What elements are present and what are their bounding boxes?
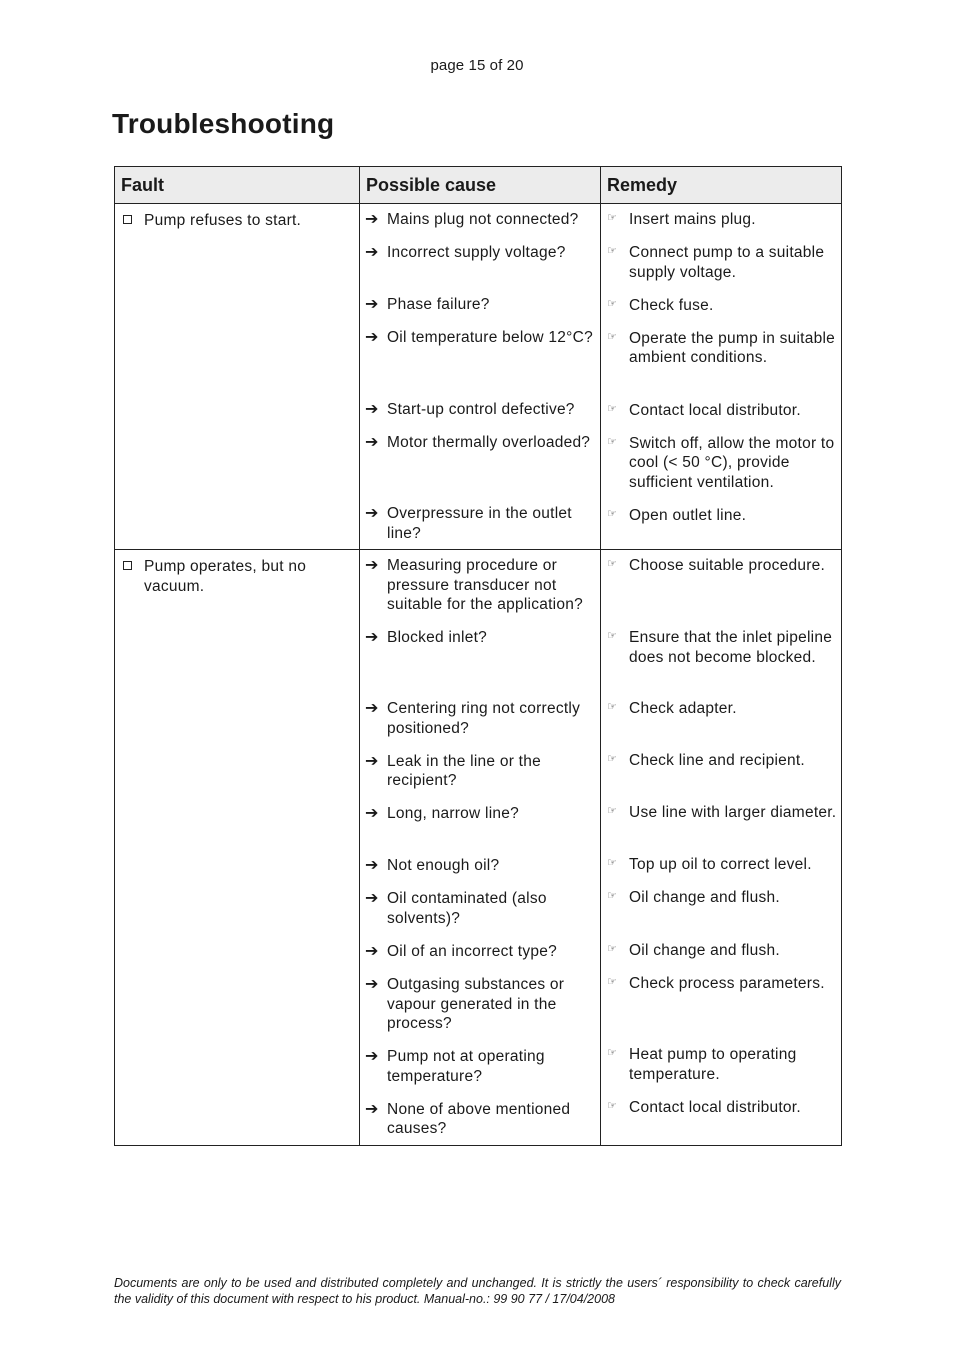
remedy-text: Operate the pump in suitable ambient conditions. xyxy=(629,329,836,366)
pointing-hand-icon: ☞ xyxy=(607,1047,618,1059)
remedy-text: Contact local distributor. xyxy=(629,401,801,419)
cause-text: Not enough oil? xyxy=(387,857,500,874)
cause-item xyxy=(360,752,600,791)
arrow-right-icon: ➔ xyxy=(365,557,379,574)
cause-text: Incorrect supply voltage? xyxy=(387,244,566,261)
pointing-hand-icon: ☞ xyxy=(607,890,618,902)
remedy-item xyxy=(601,434,841,493)
cause-text: Start-up control defective? xyxy=(387,401,575,418)
arrow-right-icon: ➔ xyxy=(365,401,379,418)
arrow-right-icon: ➔ xyxy=(365,629,379,646)
pointing-hand-icon: ☞ xyxy=(607,297,618,310)
cause-item xyxy=(360,1100,600,1139)
cause-item xyxy=(360,504,600,543)
remedy-item xyxy=(601,210,841,230)
pointing-hand-icon: ☞ xyxy=(607,857,618,869)
remedy-item xyxy=(601,751,841,790)
remedy-item xyxy=(601,556,841,615)
checkbox-square-icon xyxy=(123,561,132,570)
fault-item xyxy=(115,550,359,596)
fault-text: Pump operates, but no vacuum. xyxy=(144,558,307,595)
page-number: page 15 of 20 xyxy=(430,57,524,74)
cause-item xyxy=(360,889,600,929)
cause-text: Phase failure? xyxy=(387,296,490,313)
arrow-right-icon: ➔ xyxy=(365,1048,379,1065)
remedy-text: Oil change and flush. xyxy=(629,889,780,906)
remedy-text: Oil change and flush. xyxy=(629,942,780,959)
cause-text: Mains plug not connected? xyxy=(387,211,579,228)
remedy-item xyxy=(601,506,841,526)
remedy-list xyxy=(601,204,841,531)
arrow-right-icon: ➔ xyxy=(365,329,379,346)
fault-cell xyxy=(115,204,360,550)
arrow-right-icon: ➔ xyxy=(365,805,379,822)
cause-list xyxy=(360,550,600,1145)
remedy-item xyxy=(601,1098,841,1118)
remedy-item xyxy=(601,401,841,421)
cause-item xyxy=(360,804,600,843)
arrow-right-icon: ➔ xyxy=(365,244,379,261)
cause-text: Oil of an incorrect type? xyxy=(387,943,557,960)
cause-item xyxy=(360,1047,600,1086)
pointing-hand-icon: ☞ xyxy=(607,805,618,817)
pointing-hand-icon: ☞ xyxy=(607,558,618,570)
arrow-right-icon: ➔ xyxy=(365,211,379,228)
pointing-hand-icon: ☞ xyxy=(607,1099,618,1112)
checkbox-square-icon xyxy=(123,215,132,224)
remedy-text: Use line with larger diameter. xyxy=(629,804,837,821)
remedy-text: Top up oil to correct level. xyxy=(629,856,812,873)
fault-item xyxy=(115,204,359,231)
cause-text: Oil contaminated (also solvents)? xyxy=(387,890,547,927)
remedy-item xyxy=(601,855,841,875)
arrow-right-icon: ➔ xyxy=(365,296,379,313)
cause-item xyxy=(360,295,600,315)
pointing-hand-icon: ☞ xyxy=(607,402,618,415)
remedy-item xyxy=(601,296,841,316)
cause-text: Long, narrow line? xyxy=(387,805,520,822)
remedy-text: Insert mains plug. xyxy=(629,211,756,228)
footer-disclaimer: Documents are only to be used and distributed completely and unchanged. It is strictly the users´ responsibility to check carefully the validity of this document with respect to his product. Manual-no.: 99 90 77 / 17/04/2008 xyxy=(114,1276,841,1306)
arrow-right-icon: ➔ xyxy=(365,434,379,451)
remedy-text: Heat pump to operating temperature. xyxy=(629,1046,797,1083)
remedy-text: Check process parameters. xyxy=(629,975,825,992)
fault-group-row xyxy=(115,550,842,1146)
cause-text: Motor thermally overloaded? xyxy=(387,434,591,451)
cause-list xyxy=(360,204,600,549)
cause-item xyxy=(360,699,600,738)
arrow-right-icon: ➔ xyxy=(365,505,379,522)
remedy-item xyxy=(601,628,841,686)
remedy-text: Switch off, allow the motor to cool (< 50 °C), provide sufficient ventilation. xyxy=(629,434,835,491)
arrow-right-icon: ➔ xyxy=(365,976,379,993)
cause-text: Centering ring not correctly positioned? xyxy=(387,700,581,737)
remedy-item xyxy=(601,941,841,961)
cause-text: Measuring procedure or pressure transducer not suitable for the application? xyxy=(387,557,583,613)
cause-item xyxy=(360,628,600,686)
remedy-text: Contact local distributor. xyxy=(629,1098,801,1116)
remedy-text: Connect pump to a suitable supply voltage. xyxy=(629,244,825,281)
pointing-hand-icon: ☞ xyxy=(607,976,618,988)
cause-item xyxy=(360,942,600,962)
cause-text: Leak in the line or the recipient? xyxy=(387,752,541,789)
fault-group-row xyxy=(115,204,842,550)
remedy-text: Check line and recipient. xyxy=(629,752,805,769)
column-header-remedy: Remedy xyxy=(601,167,842,204)
table-header-row xyxy=(115,167,842,204)
pointing-hand-icon: ☞ xyxy=(607,507,618,520)
causes-cell xyxy=(360,204,601,550)
remedy-item xyxy=(601,243,841,282)
fault-text: Pump refuses to start. xyxy=(144,212,302,229)
cause-text: Blocked inlet? xyxy=(387,629,488,646)
cause-text: Oil temperature below 12°C? xyxy=(387,329,593,346)
arrow-right-icon: ➔ xyxy=(365,700,379,717)
cause-item xyxy=(360,328,600,387)
fault-cell xyxy=(115,550,360,1146)
column-header-possible-cause: Possible cause xyxy=(360,167,601,204)
cause-text: Outgasing substances or vapour generated in the process? xyxy=(387,976,565,1032)
pointing-hand-icon: ☞ xyxy=(607,753,618,765)
remedy-item xyxy=(601,803,841,842)
arrow-right-icon: ➔ xyxy=(365,890,379,907)
cause-item xyxy=(360,433,600,491)
cause-item xyxy=(360,975,600,1034)
pointing-hand-icon: ☞ xyxy=(607,630,618,642)
arrow-right-icon: ➔ xyxy=(365,752,379,770)
remedy-text: Check fuse. xyxy=(629,296,714,314)
remedy-text: Check adapter. xyxy=(629,700,737,717)
cause-text: Pump not at operating temperature? xyxy=(387,1048,545,1085)
remedy-list xyxy=(601,550,841,1123)
remedy-text: Ensure that the inlet pipeline does not become blocked. xyxy=(629,629,833,666)
pointing-hand-icon: ☞ xyxy=(607,212,618,224)
remedy-item xyxy=(601,329,841,388)
arrow-right-icon: ➔ xyxy=(365,1100,379,1118)
cause-item xyxy=(360,210,600,230)
pointing-hand-icon: ☞ xyxy=(607,435,618,448)
cause-text: None of above mentioned causes? xyxy=(387,1100,571,1137)
cause-item xyxy=(360,400,600,420)
causes-cell xyxy=(360,550,601,1146)
remedy-text: Open outlet line. xyxy=(629,506,747,524)
pointing-hand-icon: ☞ xyxy=(607,701,618,713)
column-header-fault: Fault xyxy=(115,167,360,204)
page-title: Troubleshooting xyxy=(112,108,335,139)
cause-item xyxy=(360,856,600,876)
pointing-hand-icon: ☞ xyxy=(607,330,618,343)
remedies-cell xyxy=(601,550,842,1146)
remedy-item xyxy=(601,888,841,928)
remedies-cell xyxy=(601,204,842,550)
arrow-right-icon: ➔ xyxy=(365,857,379,874)
remedy-item xyxy=(601,974,841,1032)
arrow-right-icon: ➔ xyxy=(365,943,379,960)
troubleshooting-table xyxy=(114,166,842,1146)
remedy-text: Choose suitable procedure. xyxy=(629,557,826,574)
pointing-hand-icon: ☞ xyxy=(607,943,618,955)
cause-text: Overpressure in the outlet line? xyxy=(387,505,572,542)
cause-item xyxy=(360,243,600,282)
remedy-item xyxy=(601,699,841,738)
pointing-hand-icon: ☞ xyxy=(607,245,618,257)
cause-item xyxy=(360,556,600,615)
remedy-item xyxy=(601,1045,841,1084)
